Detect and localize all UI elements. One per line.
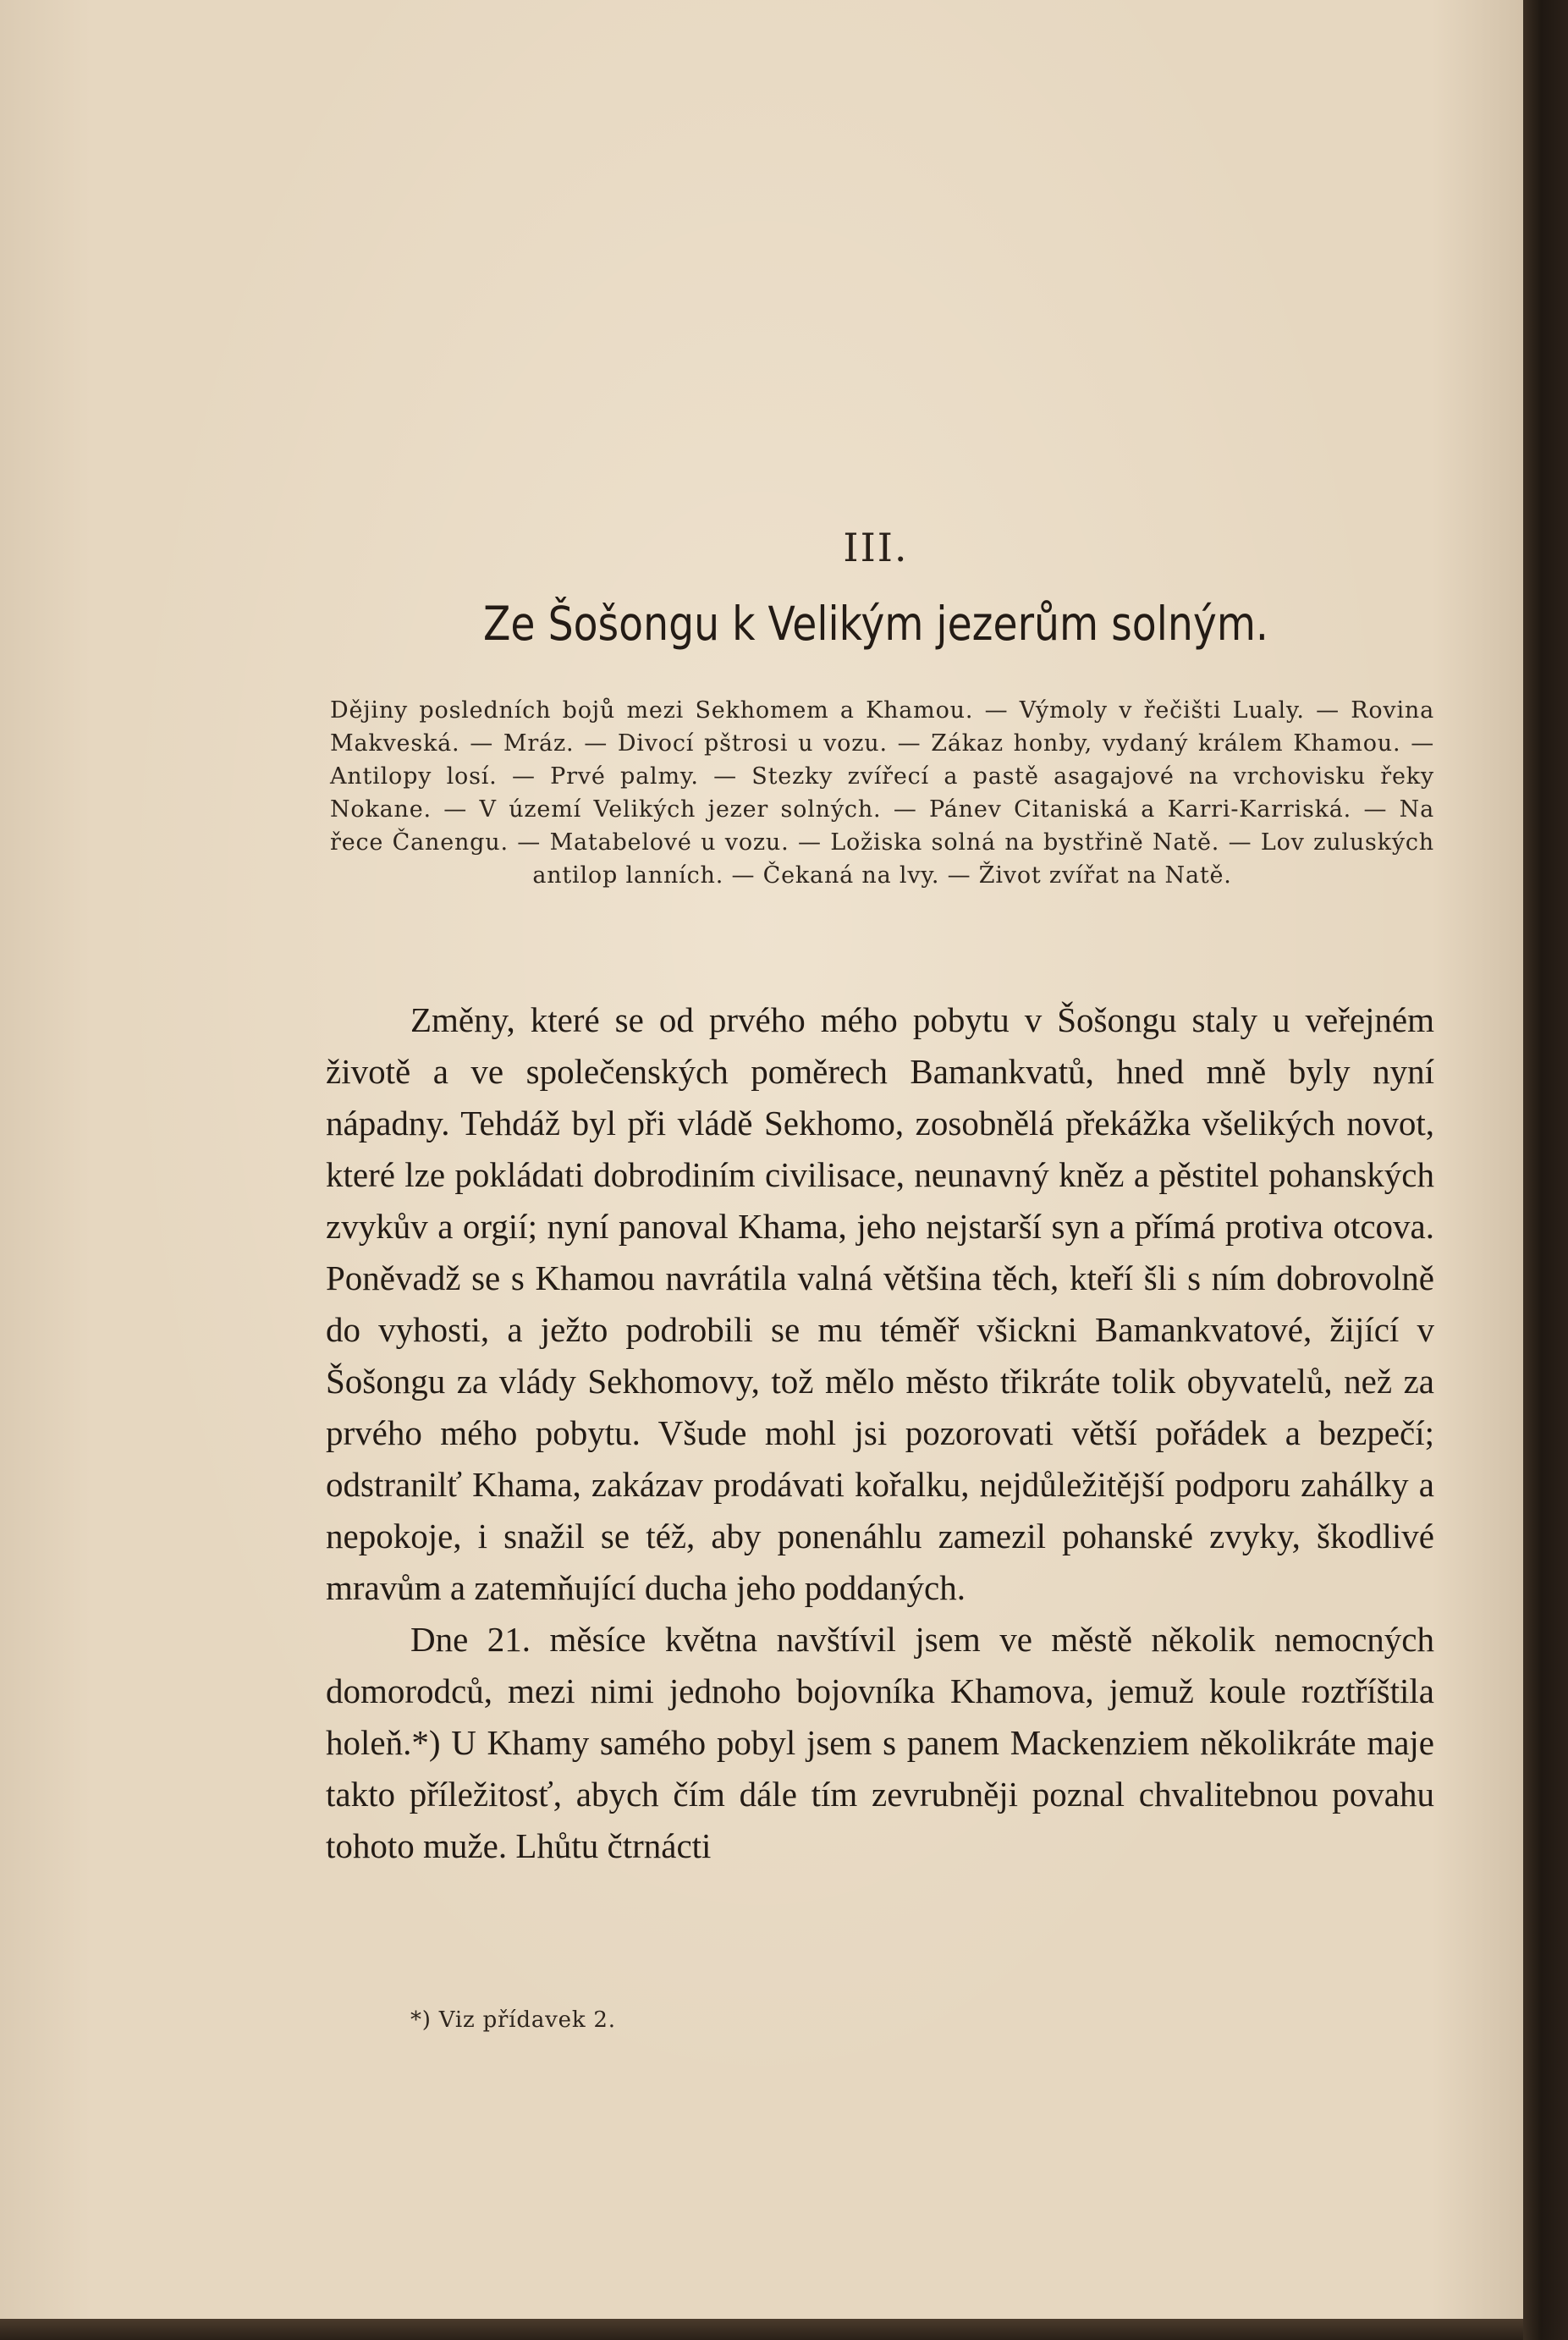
body-text — [326, 994, 1434, 1872]
paragraph: Změny, které se od prvého mého pobytu v Šošongu staly u veřejném životě a ve společenských poměrech Bamankvatů, hned mně byly nyní nápadny. Tehdáž byl při vládě Sekhomo, zosobnělá překážka všelikých novot, které lze pokládati dobrodiním civilisace, neunavný kněz a pěstitel pohanských zvykův a orgií; nyní panoval Khama, jeho nejstarší syn a přímá protiva otcova. Poněvadž se s Khamou navrátila valná většina těch, kteří šli s ním dobrovolně do vyhosti, a ježto podrobili se mu téměř všickni Bamankvatové, žijící v Šošongu za vlády Sekhomovy, tož mělo město třikráte tolik obyvatelů, než za prvého mého pobytu. Všude mohl jsi pozorovati větší pořádek a bezpečí; odstranilť Khama, zakázav prodávati kořalku, nejdůležitější podporu zahálky a nepokoje, i snažil se též, aby ponenáhlu zamezil pohanské zvyky, škodlivé mravům a zatemňující ducha jeho poddaných. — [326, 1000, 1434, 1607]
chapter-title: Ze Šošongu k Velikým jezerům solným. — [483, 597, 1268, 651]
chapter-synopsis: Dějiny posledních bojů mezi Sekhomem a Khamou. — Výmoly v řečišti Lualy. — Rovina Makveská. — Mráz. — Divocí pštrosi u vozu. — Zákaz honby, vydaný králem Khamou. — Antilopy losí. — Prvé palmy. — Stezky zvířecí a pastě asagajové na vrchovisku řeky Nokane. — V území Velikých jezer solných. — Pánev Citaniská a Karri-Karriská. — Na řece Čanengu. — Matabelové u vozu. — Ložiska solná na bystřině Natě. — Lov zuluských antilop lanních. — Čekaná na lvy. — Život zvířat na Natě. — [330, 697, 1434, 889]
footnote: *) Viz přídavek 2. — [410, 2007, 616, 2033]
page-bottom-edge — [0, 2319, 1523, 2340]
book-spine-edge — [1523, 0, 1568, 2340]
chapter-number: III. — [843, 525, 909, 570]
paragraph: Dne 21. měsíce května navštívil jsem ve městě několik nemocných domorodců, mezi nimi jednoho bojovníka Khamova, jemuž koule roztříštila holeň.*) U Khamy samého pobyl jsem s panem Mackenziem několikráte maje takto příležitosť, abych čím dále tím zevrubněji poznal chvalitebnou povahu tohoto muže. Lhůtu čtrnácti — [326, 1620, 1434, 1865]
